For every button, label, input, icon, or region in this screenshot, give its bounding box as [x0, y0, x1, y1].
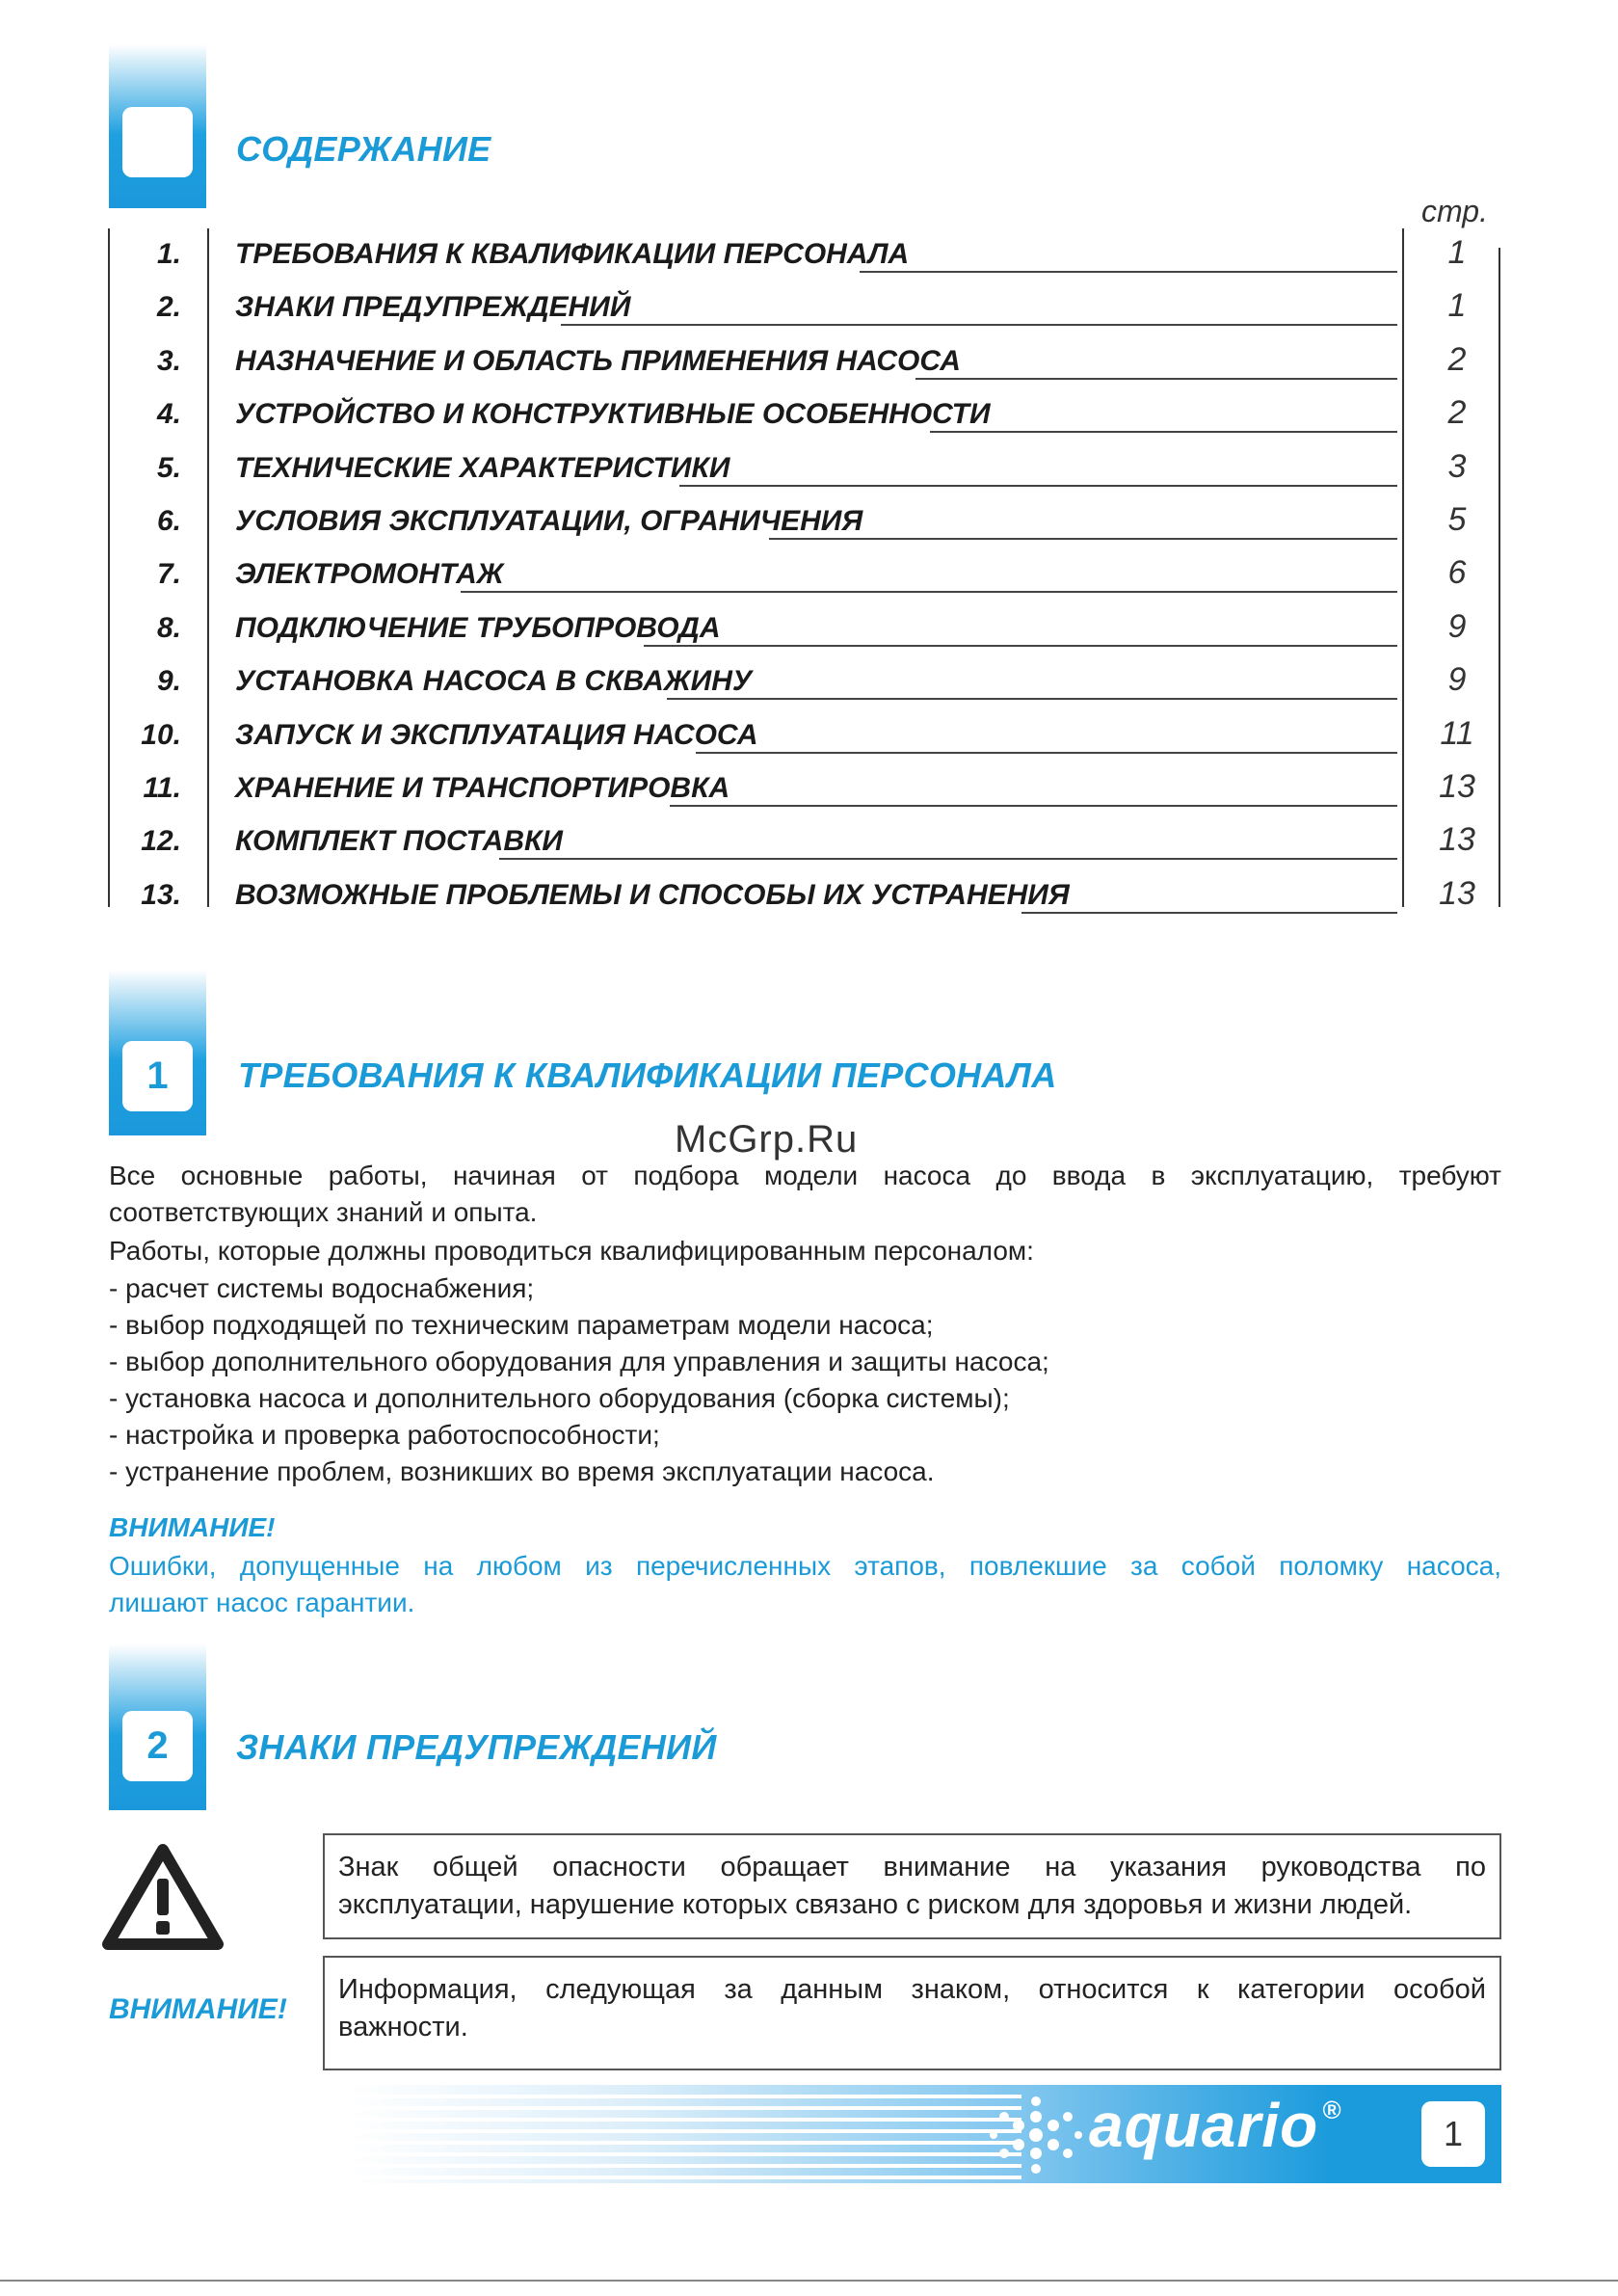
section1-list-item: - выбор дополнительного оборудования для управления и защиты насоса; — [109, 1347, 1049, 1376]
toc-item-title: УСТРОЙСТВО И КОНСТРУКТИВНЫЕ ОСОБЕННОСТИ — [235, 398, 991, 431]
toc-row — [108, 337, 1500, 386]
toc-item-title: УСТАНОВКА НАСОСА В СКВАЖИНУ — [235, 665, 753, 698]
toc-item-title: УСЛОВИЯ ЭКСПЛУАТАЦИИ, ОГРАНИЧЕНИЯ — [235, 505, 863, 537]
section2-number: 2 — [122, 1711, 193, 1781]
toc-row — [108, 711, 1500, 760]
toc-item-number: 2. — [156, 291, 181, 324]
toc-leader-line — [667, 698, 1397, 700]
toc-row — [108, 764, 1500, 813]
toc-item-title: ВОЗМОЖНЫЕ ПРОБЛЕМЫ И СПОСОБЫ ИХ УСТРАНЕНИЯ — [235, 878, 1070, 911]
footer-stripes — [347, 2085, 1021, 2183]
section2-tab — [109, 1644, 206, 1810]
attention-info-line1: Информация, следующая за данным знаком, относится к категории особой — [338, 1974, 1486, 2005]
section1-intro-line2: соответствующих знаний и опыта. — [109, 1197, 538, 1227]
toc-item-number: 13. — [141, 878, 181, 911]
toc-item-number: 5. — [156, 451, 181, 484]
section1-list-item: - установка насоса и дополнительного оборудования (сборка системы); — [109, 1383, 1010, 1413]
toc-leader-line — [696, 752, 1397, 754]
section1-attention-line2: лишают насос гарантии. — [109, 1588, 415, 1617]
toc-item-page: 1 — [1447, 234, 1467, 271]
toc-leader-line — [679, 485, 1397, 487]
toc-item-page: 5 — [1447, 501, 1467, 538]
toc-item-number: 9. — [156, 665, 181, 698]
toc-item-number: 1. — [156, 238, 181, 270]
page-bottom-edge — [0, 2280, 1618, 2282]
toc-item-title: ЗАПУСК И ЭКСПЛУАТАЦИЯ НАСОСА — [235, 718, 758, 751]
toc-item-number: 7. — [156, 558, 181, 591]
toc-row — [108, 550, 1500, 599]
section1-title: ТРЕБОВАНИЯ К КВАЛИФИКАЦИИ ПЕРСОНАЛА — [238, 1055, 1057, 1095]
section1-list-item: - настройка и проверка работоспособности; — [109, 1420, 660, 1450]
toc-row — [108, 657, 1500, 706]
toc-item-title: ПОДКЛЮЧЕНИЕ ТРУБОПРОВОДА — [235, 611, 721, 644]
section1-intro-line1: Все основные работы, начиная от подбора модели насоса до ввода в эксплуатацию, требуют — [109, 1161, 1501, 1190]
section2-attention-label: ВНИМАНИЕ! — [109, 1993, 287, 2025]
toc-row — [108, 604, 1500, 653]
section1-list-item: - устранение проблем, возникших во время эксплуатации насоса. — [109, 1456, 935, 1486]
toc-leader-line — [561, 324, 1397, 326]
brand-logo — [1089, 2090, 1341, 2161]
warning-triangle-icon — [102, 1844, 224, 1950]
toc-item-title: ЭЛЕКТРОМОНТАЖ — [235, 558, 504, 591]
toc-item-page: 1 — [1447, 287, 1467, 325]
toc-item-number: 6. — [156, 505, 181, 537]
toc-item-title: ЗНАКИ ПРЕДУПРЕЖДЕНИЙ — [235, 291, 631, 324]
toc-item-page: 13 — [1439, 768, 1475, 805]
toc-item-number: 12. — [141, 825, 181, 858]
toc-row — [108, 871, 1500, 920]
brand-name: aquario — [1089, 2091, 1319, 2160]
toc-tab — [109, 44, 206, 208]
section1-list-item: - выбор подходящей по техническим параметрам модели насоса; — [109, 1310, 934, 1340]
toc-item-page: 11 — [1440, 714, 1474, 752]
watermark: McGrp.Ru — [675, 1118, 859, 1161]
section1-list-item: - расчет системы водоснабжения; — [109, 1273, 535, 1303]
toc-item-title: ХРАНЕНИЕ И ТРАНСПОРТИРОВКА — [235, 772, 730, 804]
toc-tab-box — [122, 107, 193, 177]
attention-info-box — [323, 1956, 1501, 2070]
toc-item-title: НАЗНАЧЕНИЕ И ОБЛАСТЬ ПРИМЕНЕНИЯ НАСОСА — [235, 344, 961, 377]
toc-item-number: 4. — [156, 398, 181, 431]
table-of-contents — [108, 194, 1500, 912]
toc-title: СОДЕРЖАНИЕ — [236, 129, 491, 169]
section1-tab — [109, 970, 206, 1135]
page-number: 1 — [1421, 2101, 1485, 2167]
toc-item-number: 8. — [156, 611, 181, 644]
toc-leader-line — [930, 431, 1397, 433]
section1-attention-label: ВНИМАНИЕ! — [109, 1512, 276, 1542]
general-danger-line1: Знак общей опасности обращает внимание на указания руководства по — [338, 1852, 1486, 1882]
section1-list-intro: Работы, которые должны проводиться квалифицированным персоналом: — [109, 1236, 1034, 1266]
toc-item-number: 10. — [141, 718, 181, 751]
toc-leader-line — [670, 805, 1397, 807]
toc-item-number: 11. — [143, 772, 181, 804]
toc-row — [108, 444, 1500, 493]
toc-leader-line — [860, 271, 1397, 273]
toc-page-label: стр. — [1421, 194, 1488, 228]
toc-item-title: ТРЕБОВАНИЯ К КВАЛИФИКАЦИИ ПЕРСОНАЛА — [235, 238, 910, 270]
toc-item-page: 9 — [1447, 607, 1467, 645]
toc-row — [108, 817, 1500, 866]
attention-info-line2: важности. — [338, 2012, 468, 2042]
toc-leader-line — [461, 591, 1397, 593]
general-danger-line2: эксплуатации, нарушение которых связано с риском для здоровья и жизни людей. — [338, 1889, 1413, 1920]
section2-title: ЗНАКИ ПРЕДУПРЕЖДЕНИЙ — [236, 1727, 717, 1767]
general-danger-box — [323, 1833, 1501, 1939]
toc-item-page: 2 — [1447, 394, 1467, 432]
toc-row — [108, 390, 1500, 439]
toc-leader-line — [499, 858, 1397, 860]
section1-attention-line1: Ошибки, допущенные на любом из перечисленных этапов, повлекшие за собой поломку насоса, — [109, 1551, 1501, 1581]
toc-item-page: 2 — [1447, 340, 1467, 378]
toc-row — [108, 497, 1500, 546]
toc-leader-line — [769, 538, 1397, 540]
toc-item-page: 13 — [1439, 821, 1475, 859]
toc-leader-line — [915, 378, 1397, 380]
toc-leader-line — [1021, 912, 1397, 914]
toc-item-title: КОМПЛЕКТ ПОСТАВКИ — [235, 825, 564, 858]
toc-item-title: ТЕХНИЧЕСКИЕ ХАРАКТЕРИСТИКИ — [235, 451, 730, 484]
section1-number: 1 — [122, 1041, 193, 1111]
toc-item-page: 3 — [1447, 447, 1467, 485]
toc-item-page: 6 — [1447, 554, 1467, 592]
toc-item-number: 3. — [156, 344, 181, 377]
toc-leader-line — [644, 645, 1397, 647]
toc-row — [108, 283, 1500, 332]
registered-mark: ® — [1322, 2096, 1342, 2124]
toc-item-page: 9 — [1447, 661, 1467, 699]
snowflake-logo-icon — [988, 2092, 1084, 2178]
toc-item-page: 13 — [1439, 874, 1475, 912]
toc-row — [108, 230, 1500, 279]
